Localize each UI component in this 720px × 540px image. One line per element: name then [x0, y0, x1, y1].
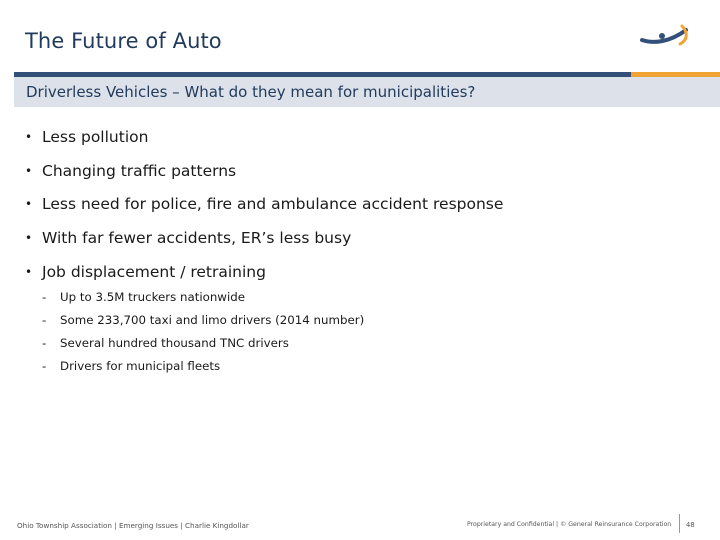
bullet-marker: •	[25, 197, 33, 211]
bullet-text: Less pollution	[42, 128, 149, 146]
bullet-marker: •	[25, 164, 33, 178]
sub-bullet-marker: -	[42, 313, 47, 327]
footer-copyright: Proprietary and Confidential | © General Reinsurance Corporation	[467, 521, 672, 528]
sub-bullet-item	[42, 290, 245, 304]
gen-re-logo-icon	[638, 22, 694, 58]
subtitle-bar	[14, 77, 720, 107]
bullet-text: Less need for police, fire and ambulance accident response	[42, 195, 504, 213]
bullet-item	[25, 263, 266, 281]
bullet-item	[25, 162, 236, 180]
sub-bullet-marker: -	[42, 359, 47, 373]
bullet-item	[25, 229, 351, 247]
sub-bullet-text: Several hundred thousand TNC drivers	[60, 336, 289, 350]
bullet-text: Changing traffic patterns	[42, 162, 237, 180]
page-title: The Future of Auto	[25, 29, 222, 53]
bullet-marker: •	[25, 231, 33, 245]
bullet-text: Job displacement / retraining	[42, 263, 266, 281]
bullet-item	[25, 195, 503, 213]
bullet-item	[25, 128, 148, 146]
bullet-marker: •	[25, 130, 33, 144]
footer-divider	[679, 514, 680, 533]
slide-subtitle: Driverless Vehicles – What do they mean for municipalities?	[26, 83, 476, 101]
bullet-text: With far fewer accidents, ER’s less busy	[42, 229, 352, 247]
footer-source: Ohio Township Association | Emerging Issues | Charlie Kingdollar	[17, 521, 249, 530]
sub-bullet-marker: -	[42, 336, 47, 350]
sub-bullet-item	[42, 336, 289, 350]
sub-bullet-item	[42, 359, 220, 373]
sub-bullet-marker: -	[42, 290, 47, 304]
bullet-marker: •	[25, 265, 33, 279]
page-number: 48	[686, 521, 695, 529]
sub-bullet-text: Drivers for municipal fleets	[60, 359, 221, 373]
sub-bullet-text: Some 233,700 taxi and limo drivers (2014 number)	[60, 313, 365, 327]
sub-bullet-item	[42, 313, 364, 327]
sub-bullet-text: Up to 3.5M truckers nationwide	[60, 290, 245, 304]
